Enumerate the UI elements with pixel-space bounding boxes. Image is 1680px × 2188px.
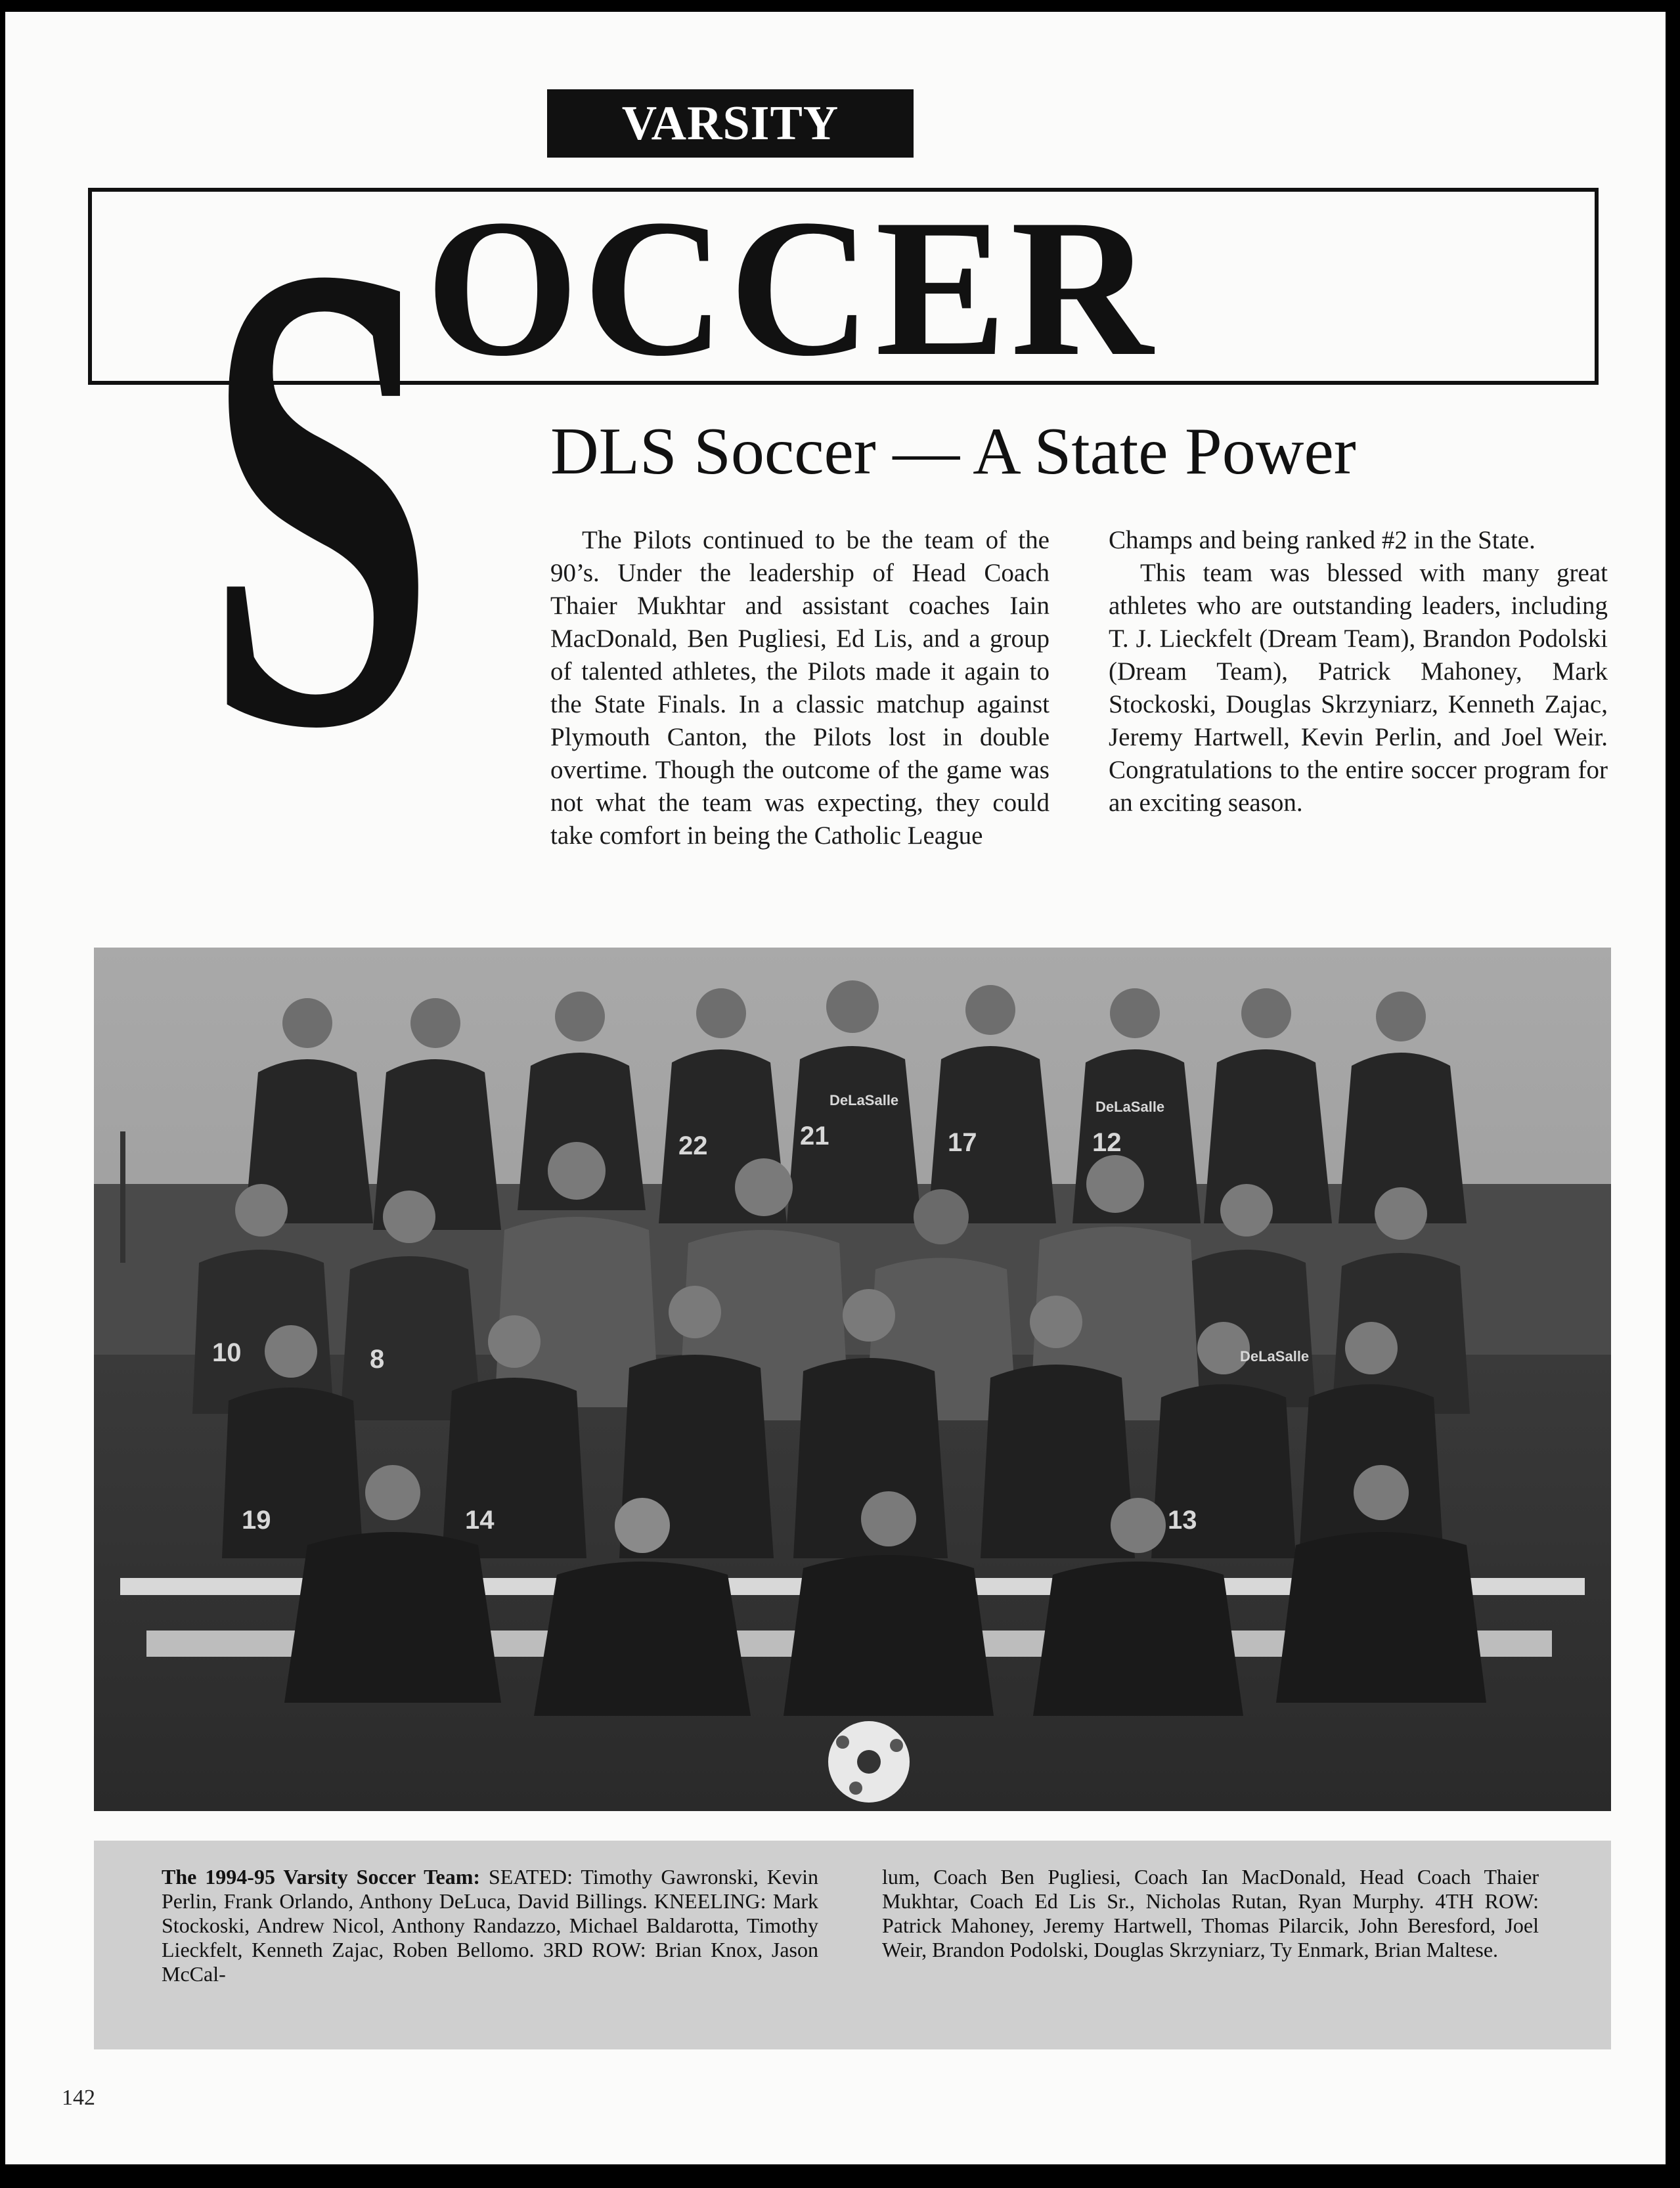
jersey-number: 22 <box>678 1131 708 1160</box>
caption-lead: The 1994-95 Varsity Soccer Team: <box>162 1865 481 1889</box>
jersey-number: 19 <box>242 1506 271 1535</box>
jersey-number: 17 <box>948 1128 977 1157</box>
varsity-label <box>547 89 914 158</box>
jersey-text: DeLaSalle <box>829 1092 899 1108</box>
jersey-number: 10 <box>212 1338 242 1367</box>
title-initial: S <box>204 124 436 774</box>
yearbook-page <box>5 12 1666 2164</box>
jersey-text: DeLaSalle <box>1095 1099 1165 1115</box>
jersey-number: 13 <box>1168 1506 1197 1535</box>
page-title: OCCER <box>426 179 1157 397</box>
jersey-number: 12 <box>1092 1128 1122 1157</box>
body-paragraph-1-continued: Champs and being ranked #2 in the State. <box>1109 526 1536 554</box>
team-photo <box>94 948 1611 1811</box>
body-column-2 <box>1109 524 1608 820</box>
caption-text-2: lum, Coach Ben Pugliesi, Coach Ian MacDonald, Head Coach Thaier Mukhtar, Coach Ed Lis Sr., Nicholas Rutan, Ryan Murphy. 4TH ROW: Patrick Mahoney, Jeremy Hartwell, Thomas Pilarcik, John Beresford, Joel Weir, Brandon Podolski, Douglas Skrzyniarz, Ty Enmark, Brian Maltese. <box>882 1865 1539 1961</box>
jersey-number: 8 <box>370 1345 385 1374</box>
jersey-text: DeLaSalle <box>1240 1348 1310 1365</box>
caption-column-2 <box>882 1865 1539 1962</box>
jersey-number: 14 <box>465 1506 495 1535</box>
caption-column-1 <box>162 1865 818 1986</box>
caption-text-1: SEATED: Timothy Gawronski, Kevin Perlin, Frank Orlando, Anthony DeLuca, David Billings. KNEELING: Mark Stockoski, Andrew Nicol, Anthony Randazzo, Michael Baldarotta, Timothy Lieckfelt, Kenneth Zajac, Roben Bellomo. 3RD ROW: Brian Knox, Jason McCal- <box>162 1865 819 1986</box>
body-paragraph-2: This team was blessed with many great athletes who are outstanding leaders, including T. J. Lieckfelt (Dream Team), Brandon Podolski (Dream Team), Patrick Mahoney, Mark Stockoski, Douglas Skrzyniarz, Kenneth Zajac, Jeremy Hartwell, Kevin Perlin, and Joel Weir. Congratulations to the entire soccer program for an exciting season. <box>1109 559 1608 817</box>
jersey-number: 21 <box>800 1122 829 1150</box>
page-number: 142 <box>62 2086 95 2110</box>
soccer-ball-icon <box>828 1721 910 1803</box>
article-headline: DLS Soccer — A State Power <box>550 414 1356 489</box>
decorative-initial-s <box>202 110 439 774</box>
varsity-text: VARSITY <box>621 96 839 150</box>
body-paragraph-1: The Pilots continued to be the team of the 90’s. Under the leadership of Head Coach Thaier Mukhtar and assistant coaches Iain MacDonald, Ben Pugliesi, Ed Lis, and a group of talented athletes, the Pilots made it again to the State Finals. In a classic matchup against Plymouth Canton, the Pilots lost in double overtime. Though the outcome of the game was not what the team was expecting, they could take comfort in being the Catholic League <box>550 526 1050 850</box>
body-column-1 <box>550 524 1050 852</box>
